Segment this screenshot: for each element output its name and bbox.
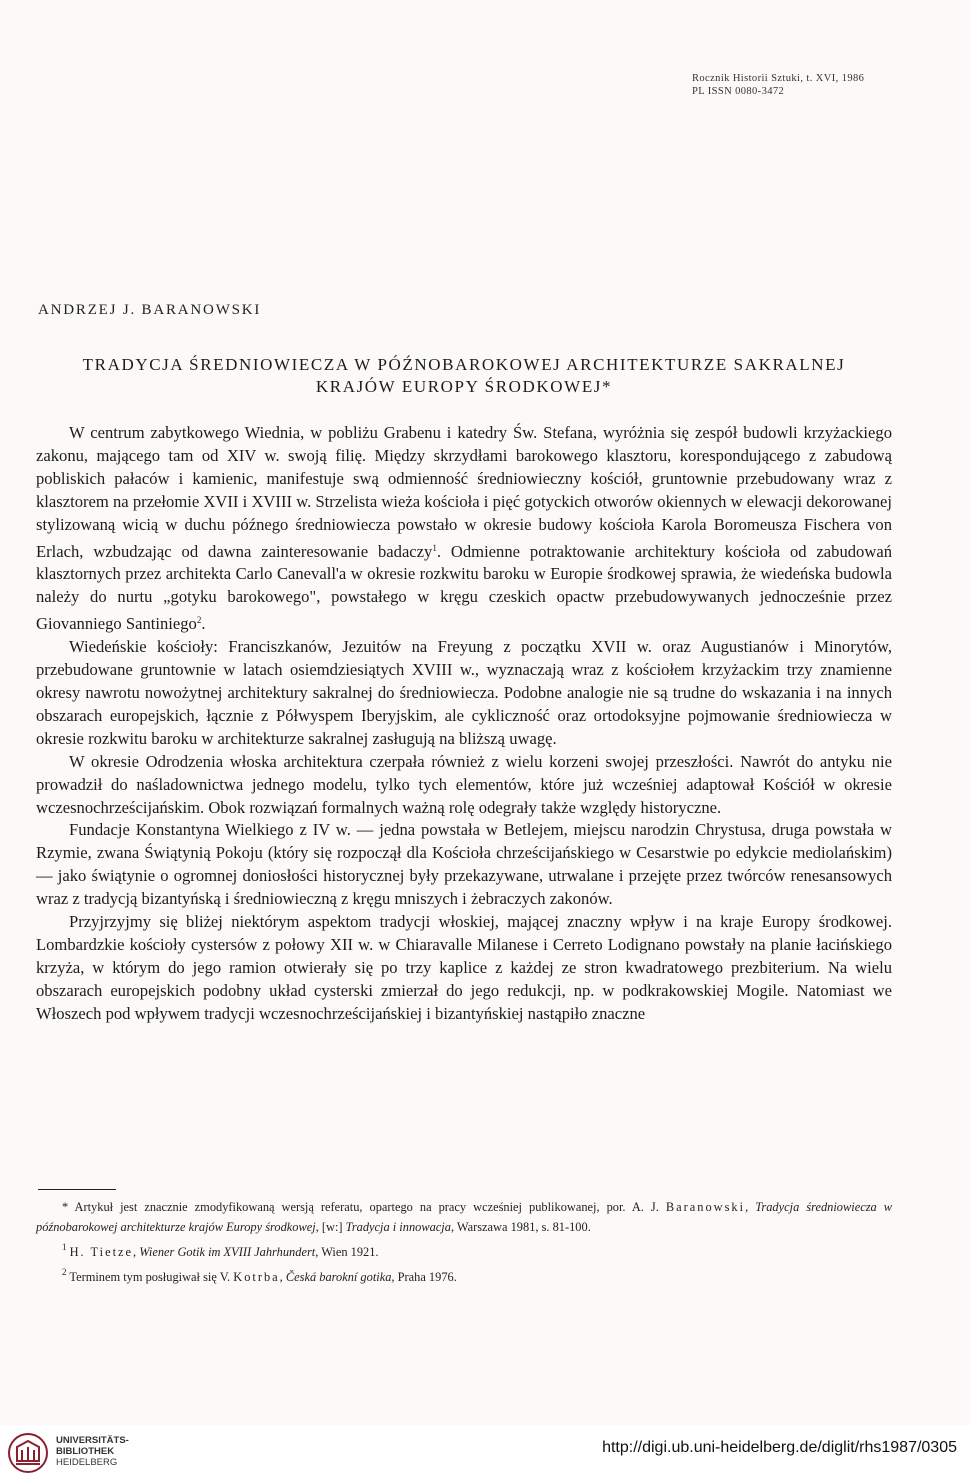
footnote-divider — [38, 1189, 116, 1190]
footnote-star-in: , [w:] — [315, 1220, 346, 1234]
viewer-footer — [0, 1425, 971, 1483]
footnote-star-end: , Warszawa 1981, s. 81-100. — [450, 1220, 591, 1234]
title-line-1: TRADYCJA ŚREDNIOWIECZA W PÓŹNOBAROKOWEJ ARCHITEKTURZE SAKRALNEJ — [82, 355, 846, 374]
issn-line: PL ISSN 0080-3472 — [692, 86, 785, 97]
footnote-star-title: Tradycja średniowiecza w późnobarokowej architekturze krajów Europy środkowej — [36, 1200, 893, 1234]
library-name-line-2: BIBLIOTHEK — [56, 1446, 115, 1457]
university-library-logo-icon[interactable] — [8, 1433, 48, 1473]
paragraph-1 — [36, 422, 892, 636]
footnote-2-end: , Praha 1976. — [391, 1270, 457, 1284]
footnote-star-sep: , — [745, 1200, 756, 1214]
source-url-link[interactable]: http://digi.ub.uni-heidelberg.de/diglit/rhs1987/0305 — [602, 1439, 957, 1456]
paragraph-4: Fundacje Konstantyna Wielkiego z IV w. — jedna powstała w Betlejem, miejscu narodzin Chrystusa, druga powstała w Rzymie, zwana Świątynią Pokoju (który się rozpoczął dla Kościoła chrześcijańskiego w Cesarstwie po edykcie mediolańskim) — jako świątynie o ogromnej doniosłości historycznej były przekazywane, utrwalane i przejęte przez twórców renesansowych wraz z tradycją bizantyńską i średniowieczną z kręgu mniszych i żebraczych zakonów. — [36, 820, 892, 909]
footnote-star-author: Baranowski — [665, 1200, 746, 1214]
footnote-star-text: * Artykuł jest znacznie zmodyfikowaną wersją referatu, opartego na pracy wcześniej publikowanej, por. A. J. — [62, 1200, 666, 1214]
paragraph-2: Wiedeńskie kościoły: Franciszkanów, Jezuitów na Freyung z początku XVII w. oraz Augustianów i Minorytów, przebudowane gruntownie w latach osiemdziesiątych XVIII w., wyznaczają wraz z kościołem krzyżackim trzy znamienne okresy nawrotu nowożytnej architektury sakralnej do średniowiecza. Podobne analogie nie są trudne do wskazania i na innych obszarach europejskich, łącznie z Półwyspem Iberyjskim, ale cykliczność oraz ortodoksyjne pojmowanie średniowiecza w okresie rozkwitu baroku w architekturze sakralnej zasługują na bliższą uwagę. — [36, 637, 892, 748]
footnote-1-sep: , — [133, 1245, 140, 1259]
footnote-2-text: Terminem tym posługiwał się V. — [69, 1270, 234, 1284]
journal-header — [692, 72, 864, 98]
footnote-2-title: Česká barokní gotika — [285, 1270, 392, 1284]
article-title — [36, 354, 892, 398]
footnote-1-title: Wiener Gotik im XVIII Jahrhundert — [139, 1245, 316, 1259]
footnotes — [36, 1197, 892, 1287]
journal-line: Rocznik Historii Sztuki, t. XVI, 1986 — [692, 73, 865, 84]
library-name-line-1: UNIVERSITÄTS- — [56, 1435, 129, 1446]
footnote-2 — [36, 1262, 892, 1287]
footnote-2-author: Kotrba — [233, 1270, 280, 1284]
footnote-1-author: H. Tietze — [69, 1245, 134, 1259]
footnote-2-number: 2 — [62, 1267, 67, 1277]
footnote-1 — [36, 1237, 892, 1262]
footnote-star — [36, 1197, 892, 1237]
footnote-star-collection: Tradycja i innowacja — [345, 1220, 451, 1234]
library-name[interactable] — [56, 1435, 129, 1468]
paragraph-3: W okresie Odrodzenia włoska architektura czerpała również z wielu korzeni swojej przeszłości. Nawrót do antyku nie prowadził do naśladownictwa jednego modelu, tylko tych elementów, które już wcześniej adaptował Kościół w okresie wczesnochrześcijańskim. Obok rozwiązań formalnych ważną rolę odegrały także względy historyczne. — [36, 751, 892, 817]
paragraph-1-text-b: . Odmienne potraktowanie architektury kościoła od zabudowań klasztornych przez architekta Carlo Canevall'a w okresie rozkwitu baroku w Europie środkowej sprawia, że wiedeńska budowla należy do nurtu „gotyku barokowego", powstałego w kręgu czeskich opactw przebudowywanych jednocześnie przez Giovanniego Santiniego — [36, 541, 892, 634]
article-body — [36, 422, 892, 1026]
title-line-2: KRAJÓW EUROPY ŚRODKOWEJ* — [315, 377, 613, 396]
article-author: ANDRZEJ J. BARANOWSKI — [38, 302, 262, 318]
footnote-1-number: 1 — [62, 1242, 67, 1252]
paragraph-1-text-a: W centrum zabytkowego Wiednia, w pobliżu Grabenu i katedry Św. Stefana, wyróżnia się zespół budowli krzyżackiego zakonu, mającego tam od XIV w. swoją filię. Między skrzydłami barokowego klasztoru, korespondującego z zabudową pobliskich pałaców i kamienic, manifestuje swą odmienność średniowieczny kościół, gruntownie przebudowany wraz z klasztorem na przełomie XVII i XVIII w. Strzelista wieża kościoła i pięć gotyckich otworów okiennych w elewacji dekorowanej stylizowaną wicią w duchu późnego średniowiecza powstało w okresie budowy kościoła Karola Boromeusza Fischera von Erlach, wzbudzając od dawna zainteresowanie badaczy — [36, 423, 892, 561]
library-name-line-3: HEIDELBERG — [56, 1457, 118, 1468]
footnote-1-end: , Wien 1921. — [315, 1245, 379, 1259]
paragraph-1-text-c: . — [201, 614, 206, 634]
paragraph-5: Przyjrzyjmy się bliżej niektórym aspektom tradycji włoskiej, mającej znaczny wpływ i na kraje Europy środkowej. Lombardzkie kościoły cystersów z połowy XII w. w Chiaravalle Milanese i Cerreto Lodignano powstały na planie łacińskiego krzyża, w którym do jego ramion otwierały się po trzy kaplice z każdej ze stron kwadratowego prezbiterium. Na wielu obszarach europejskich podobny układ cysterski zmierzał do jego redukcji, np. w podkrakowskiej Mogile. Natomiast we Włoszech pod wpływem tradycji wczesnochrześcijańskiej i bizantyńskiej nastąpiło znaczne — [36, 912, 892, 1023]
footnote-ref-2: 2 — [196, 615, 202, 626]
footnote-2-sep: , — [279, 1270, 286, 1284]
footnote-ref-1: 1 — [432, 542, 437, 553]
